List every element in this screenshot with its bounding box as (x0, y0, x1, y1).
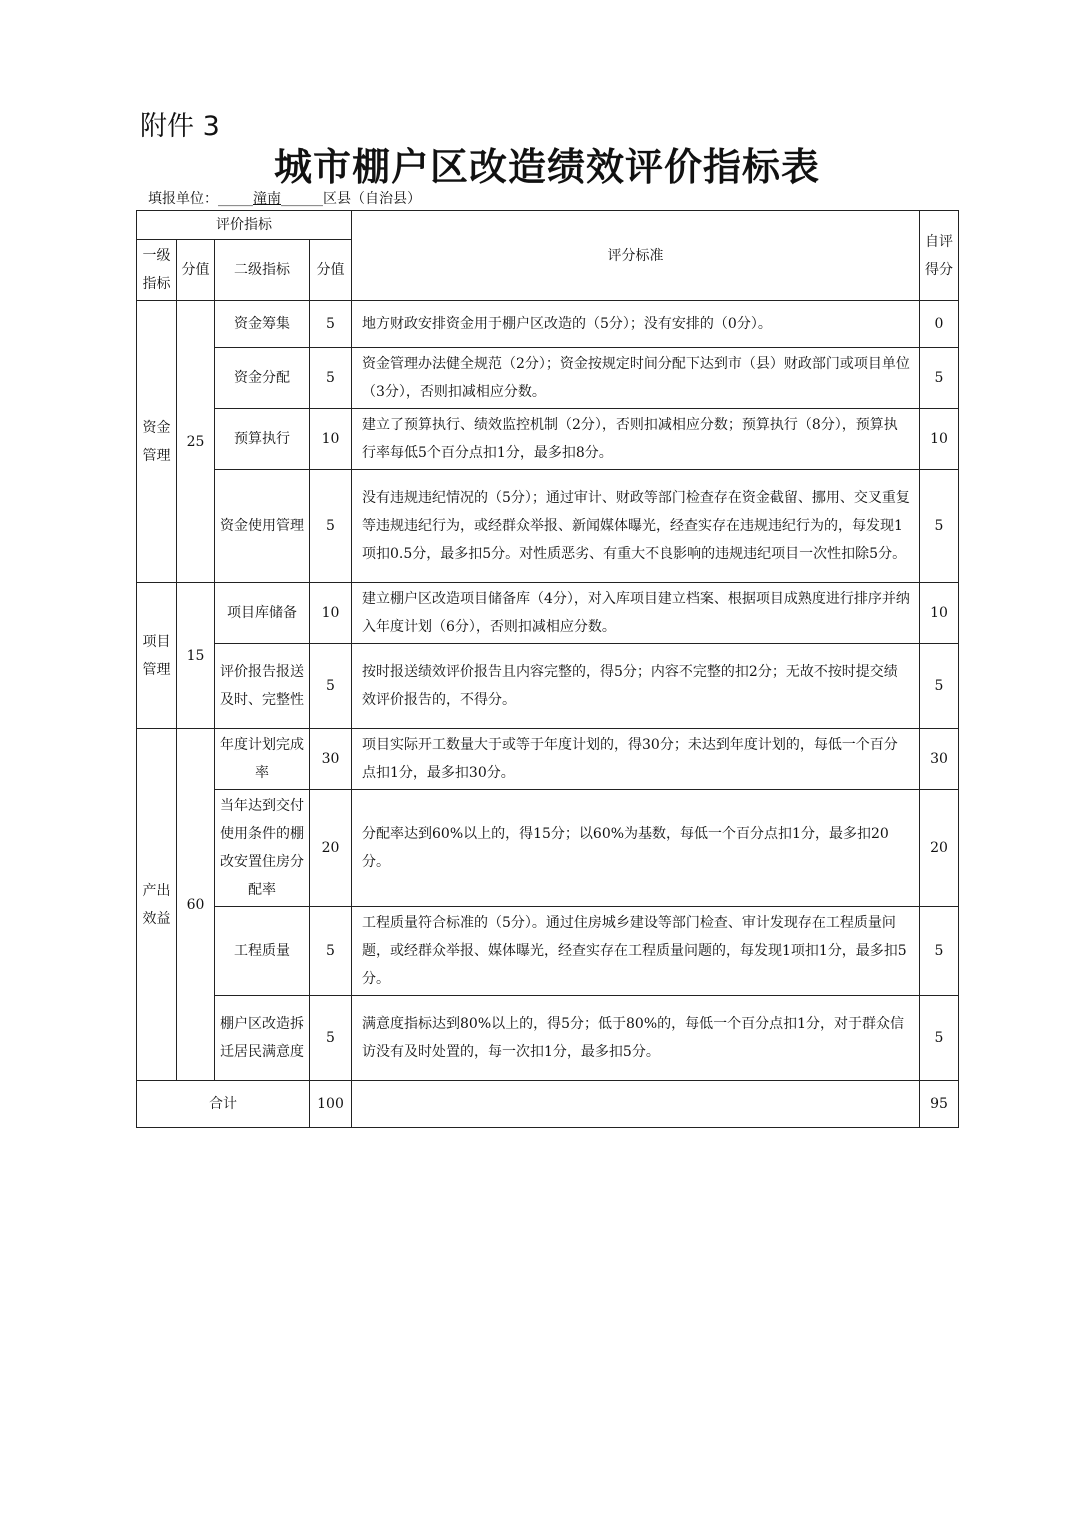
unit-blank-before: _____ (218, 191, 253, 207)
indicator: 资金使用管理 (215, 470, 310, 583)
total-row (137, 1081, 959, 1128)
indicator: 棚户区改造拆迁居民满意度 (215, 996, 310, 1081)
total-standard-empty (352, 1081, 920, 1128)
group-score: 25 (177, 301, 215, 583)
indicator: 工程质量 (215, 907, 310, 996)
reporting-unit (148, 188, 421, 208)
indicator: 资金分配 (215, 348, 310, 409)
total-label: 合计 (137, 1081, 310, 1128)
self-score: 20 (920, 790, 959, 907)
self-score: 10 (920, 409, 959, 470)
indicator-score: 5 (310, 470, 352, 583)
standard: 按时报送绩效评价报告且内容完整的，得5分；内容不完整的扣2分；无故不按时提交绩效评价报告的，不得分。 (352, 644, 920, 729)
indicator: 当年达到交付使用条件的棚改安置住房分配率 (215, 790, 310, 907)
total-score: 100 (310, 1081, 352, 1128)
table-row (137, 409, 959, 470)
indicator-score: 5 (310, 996, 352, 1081)
table-row (137, 729, 959, 790)
indicator-score: 5 (310, 301, 352, 348)
table-row (137, 644, 959, 729)
indicator: 评价报告报送及时、完整性 (215, 644, 310, 729)
self-score: 5 (920, 996, 959, 1081)
total-self-score: 95 (920, 1081, 959, 1128)
standard: 建立了预算执行、绩效监控机制（2分），否则扣减相应分数；预算执行（8分），预算执行率每低5个百分点扣1分，最多扣8分。 (352, 409, 920, 470)
header-row-1 (137, 211, 959, 240)
group-score: 60 (177, 729, 215, 1081)
indicator: 资金筹集 (215, 301, 310, 348)
group-name: 项目管理 (137, 583, 177, 729)
indicator: 预算执行 (215, 409, 310, 470)
standard: 项目实际开工数量大于或等于年度计划的，得30分；未达到年度计划的，每低一个百分点扣1分，最多扣30分。 (352, 729, 920, 790)
header-self-score: 自评得分 (920, 211, 959, 301)
indicator-score: 10 (310, 409, 352, 470)
standard: 地方财政安排资金用于棚户区改造的（5分）；没有安排的（0分）。 (352, 301, 920, 348)
header-score: 分值 (177, 240, 215, 301)
unit-name: 潼南 (253, 191, 281, 207)
group-name: 产出效益 (137, 729, 177, 1081)
standard: 分配率达到60%以上的，得15分；以60%为基数，每低一个百分点扣1分，最多扣20分。 (352, 790, 920, 907)
self-score: 5 (920, 907, 959, 996)
self-score: 5 (920, 470, 959, 583)
indicator-score: 5 (310, 644, 352, 729)
indicator: 项目库储备 (215, 583, 310, 644)
standard: 满意度指标达到80%以上的，得5分；低于80%的，每低一个百分点扣1分，对于群众信访没有及时处置的，每一次扣1分，最多扣5分。 (352, 996, 920, 1081)
indicator-score: 30 (310, 729, 352, 790)
standard: 没有违规违纪情况的（5分）；通过审计、财政等部门检查存在资金截留、挪用、交叉重复等违规违纪行为，或经群众举报、新闻媒体曝光，经查实存在违规违纪行为的，每发现1项扣0.5分，最多扣5分。对性质恶劣、有重大不良影响的违规违纪项目一次性扣除5分。 (352, 470, 920, 583)
self-score: 5 (920, 348, 959, 409)
header-group: 评价指标 (137, 211, 352, 240)
self-score: 0 (920, 301, 959, 348)
indicator-score: 20 (310, 790, 352, 907)
header-level1: 一级指标 (137, 240, 177, 301)
self-score: 10 (920, 583, 959, 644)
unit-suffix: 区县（自治县） (323, 191, 421, 207)
unit-blank-after: ______ (281, 191, 323, 207)
evaluation-table (136, 210, 959, 1128)
unit-prefix: 填报单位： (148, 191, 218, 207)
header-level2: 二级指标 (215, 240, 310, 301)
self-score: 5 (920, 644, 959, 729)
table-row (137, 301, 959, 348)
standard: 工程质量符合标准的（5分）。通过住房城乡建设等部门检查、审计发现存在工程质量问题，或经群众举报、媒体曝光，经查实存在工程质量问题的，每发现1项扣1分，最多扣5分。 (352, 907, 920, 996)
attachment-label: 附件 3 (140, 111, 220, 142)
indicator-score: 10 (310, 583, 352, 644)
table-row (137, 996, 959, 1081)
standard: 资金管理办法健全规范（2分）；资金按规定时间分配下达到市（县）财政部门或项目单位（3分），否则扣减相应分数。 (352, 348, 920, 409)
indicator: 年度计划完成率 (215, 729, 310, 790)
indicator-score: 5 (310, 907, 352, 996)
indicator-score: 5 (310, 348, 352, 409)
self-score: 30 (920, 729, 959, 790)
table-row (137, 470, 959, 583)
table-row (137, 348, 959, 409)
group-score: 15 (177, 583, 215, 729)
standard: 建立棚户区改造项目储备库（4分），对入库项目建立档案、根据项目成熟度进行排序并纳入年度计划（6分），否则扣减相应分数。 (352, 583, 920, 644)
header-standard: 评分标准 (352, 211, 920, 301)
table-row (137, 790, 959, 907)
group-name: 资金管理 (137, 301, 177, 583)
header-score2: 分值 (310, 240, 352, 301)
table-row (137, 907, 959, 996)
page-title: 城市棚户区改造绩效评价指标表 (273, 144, 820, 189)
table-row (137, 583, 959, 644)
